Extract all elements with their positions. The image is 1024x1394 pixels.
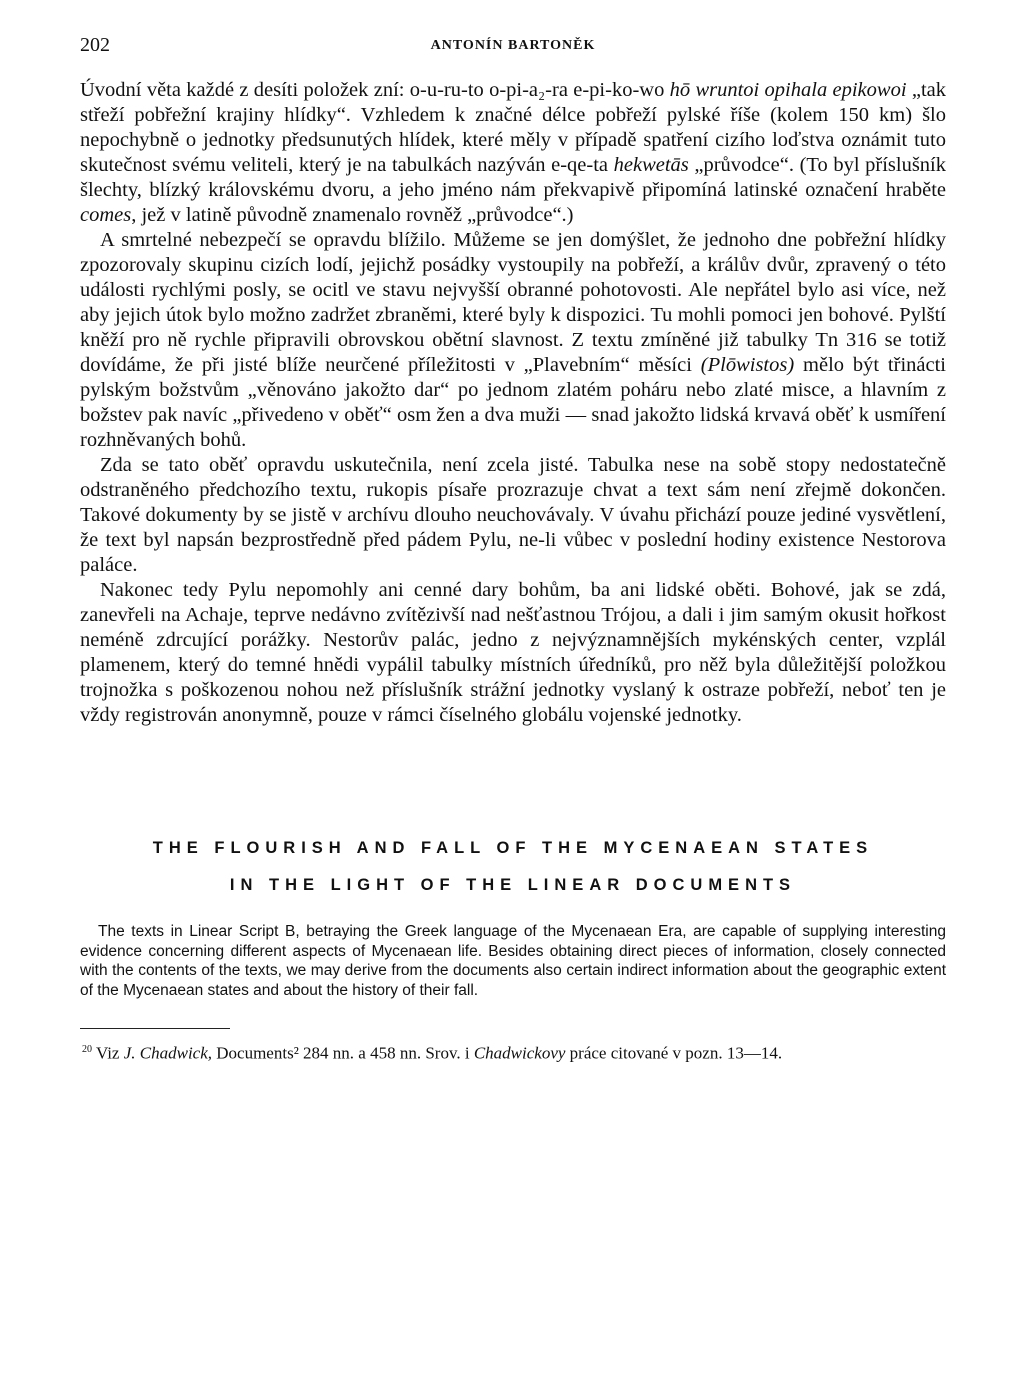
text-run: , jež v latině původně znamenalo rovněž „průvodce“.): [131, 204, 574, 226]
summary-text: The texts in Linear Script B, betraying the Greek language of the Mycenaean Era, are capable of supplying interesting evidence concerning different aspects of Mycenaean life. Besides obtaining direct pieces of information, closely connected with the contents of the texts, we may derive from the documents also certain indirect information about the geographic extent of the Mycenaean states and about the history of their fall.: [80, 923, 946, 999]
italic-run: (Plōwistos): [700, 354, 795, 376]
text-run: Documents² 284 nn. a 458 nn. Srov. i: [212, 1043, 474, 1063]
summary-title: [80, 830, 946, 904]
running-title: ANTONÍN BARTONĚK: [430, 38, 596, 53]
text-run: „tak střeží pobřežní krajiny hlídky“. Vzhledem k značné délce pobřeží pylské říše (kolem 150 km) šlo nepochybně o jednotky předsunutých hlídek, které měly v případě spatření cizího loďstva oznámit tuto skutečnost svému veliteli, který je na tabulkách nazýván e-qe-ta: [80, 79, 946, 176]
paragraph-3: Zda se tato oběť opravdu uskutečnila, není zcela jisté. Tabulka nese na sobě stopy nedostatečně odstraněného předchozího textu, rukopis písaře prozrazuje chvat a text sám není zřejmě dokončen. Takové dokumenty by se jistě v archívu dlouho neuchovávaly. V úvahu přichází pouze jediné vysvětlení, že text byl napsán bezprostředně před pádem Pylu, ne-li vůbec v poslední hodiny existence Nestorova paláce.: [80, 454, 946, 576]
text-run: mělo být třinácti pylským božstvům „věnováno jakožto dar“ po jednom zlatém poháru nebo zlaté misce, a hlavním z božstev pak navíc „přivedeno v oběť“ osm žen a dva muži — snad jakožto lidská krvavá oběť k usmíření rozhněvaných bohů.: [80, 354, 946, 451]
running-head: [80, 28, 946, 68]
paragraph-1: [80, 78, 946, 228]
footnote: [80, 1039, 946, 1064]
footnote-rule: [80, 1028, 230, 1029]
text-run: A smrtelné nebezpečí se opravdu blížilo. Můžeme se jen domýšlet, že jednoho dne pobřežní hlídky zpozorovaly skupinu cizích lodí, jejichž posádky vystoupily na pobřeží, a králův dvůr, zpravený o této události rychlými posly, se ocitl ve stavu nejvyšší obranné pohotovosti. Ale nepřátel bylo asi více, než aby jejich útok bylo možno zadržet zbraněmi, které byly k dispozici. Tu mohli pomoci jen bohové. Pylští kněží pro ně rychle připravili obrovskou obětní slavnost. Z textu zmíněné již tabulky Tn 316 se totiž dovídáme, že při jisté blíže neurčené příležitosti v „Plavebním“ měsíci: [80, 229, 946, 376]
italic-run: hō wruntoi opihala epikowoi: [669, 79, 907, 101]
italic-run: Chadwickovy: [473, 1043, 566, 1063]
paragraph-4: Nakonec tedy Pylu nepomohly ani cenné dary bohům, ba ani lidské oběti. Bohové, jak se zdá, zanevřeli na Achaje, teprve nedávno zvítězivší nad nešťastnou Trójou, a dali i jim samým okusit hořkost neméně zdrcující porážky. Nestorův palác, jedno z nejvýznamnějších mykénských center, vzplál plamenem, který do temné hnědi vypálil tabulky místních úředníků, pro něž byla důležitější položkou trojnožka s poškozenou nohou než příslušník strážní jednotky vyslaný k ostraze pobřeží, neboť ten je vždy registrován anonymně, pouze v rámci číselného globálu vojenské jednotky.: [80, 579, 946, 726]
paragraph-2: [80, 228, 946, 453]
body-text: [80, 78, 946, 728]
italic-run: hekwetās: [613, 154, 689, 176]
text-run: Úvodní věta každé z desíti položek zní: o-u-ru-to o-pi-a₂-ra e-pi-ko-wo: [80, 79, 670, 101]
text-run: „průvodce“. (To byl příslušník šlechty, blízký královskému dvoru, a jeho jméno nám překvapivě připomíná latinské označení hraběte: [80, 154, 946, 201]
text-run: Viz: [92, 1043, 124, 1063]
italic-run: comes: [80, 204, 132, 226]
page-number: 202: [80, 34, 110, 56]
italic-run: J. Chadwick,: [123, 1043, 213, 1063]
summary-title-line-2: IN THE LIGHT OF THE LINEAR DOCUMENTS: [229, 876, 797, 894]
text-run: práce citované v pozn. 13—14.: [565, 1043, 783, 1063]
summary-title-line-1: THE FLOURISH AND FALL OF THE MYCENAEAN STATES: [152, 839, 874, 857]
footnote-number: 20: [82, 1044, 92, 1055]
